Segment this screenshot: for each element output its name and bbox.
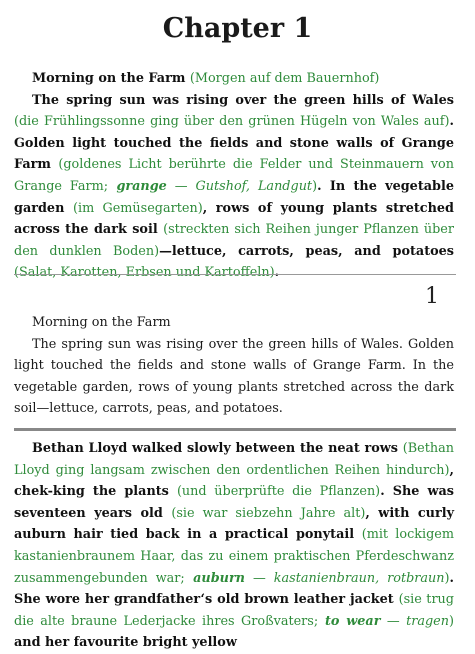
sentence: , rows of young plants stretched across the dark soil	[14, 200, 454, 238]
vocab-note	[325, 614, 449, 629]
vocab-definition: — Gutshof, Landgut	[174, 178, 313, 194]
sentence: . Golden light touched the fields and stone walls of Grange Farm	[14, 114, 454, 173]
vocab-note	[116, 179, 312, 194]
vocab-word: auburn	[193, 570, 245, 586]
gloss: (und überprüfte die Pflanzen)	[176, 484, 381, 500]
sentence: and her favourite bright yellow	[14, 635, 237, 651]
sentence: . She wore her grandfather‘s old brown leather jacket	[14, 570, 454, 608]
vocab-word: grange	[116, 178, 167, 194]
vocab-definition: — tragen	[386, 613, 449, 629]
paragraph-bilingual-2	[14, 438, 454, 654]
gloss: (mit lockigem kastanienbraunem Haar, das zu einem praktischen Pferdeschwanz zusammengebunden war;	[14, 527, 454, 586]
sentence: . In the vegetable garden	[14, 178, 454, 216]
sentence: , with curly auburn hair tied back in a practical ponytail	[14, 505, 454, 543]
paragraph-plain: The spring sun was rising over the green hills of Wales. Golden light touched the fields and stone walls of Grange Farm. In the vegetable garden, rows of young plants stretched across the dark soil—lettuce, carrots, peas, and potatoes.	[14, 336, 454, 417]
gloss: (sie war siebzehn Jahre alt)	[171, 505, 366, 521]
bilingual-section-2	[14, 438, 454, 654]
sentence: . She was seventeen years old	[14, 484, 454, 521]
gloss: )	[444, 570, 450, 586]
gloss: (Bethan Lloyd ging langsam zwischen den ordentlichen Reihen hindurch)	[14, 441, 454, 478]
gloss: (goldenes Licht berührte die Felder und Steinmauern von Grange Farm;	[14, 157, 454, 194]
sentence: , chek-king the plants	[14, 462, 454, 500]
section-heading-bilingual	[14, 68, 454, 90]
vocab-word: to wear	[325, 613, 381, 629]
vocab-note	[193, 571, 444, 586]
gloss: (sie trug die alte braune Lederjacke ihres Großvaters;	[14, 592, 454, 629]
gloss: )	[312, 178, 318, 194]
sentence: .	[274, 265, 280, 281]
heading-text: Morning on the Farm	[32, 71, 186, 86]
sentence: —lettuce, carrots, peas, and potatoes	[159, 243, 455, 259]
sentence: Bethan Lloyd walked slowly between the neat rows	[32, 441, 398, 456]
gloss: )	[449, 613, 454, 629]
gloss: (die Frühlingssonne ging über den grünen Hügeln von Wales auf)	[14, 114, 450, 130]
divider-thick	[14, 428, 456, 431]
divider	[14, 274, 456, 275]
plain-section	[14, 312, 454, 420]
chapter-title: Chapter 1	[162, 13, 313, 44]
gloss: (streckten sich Reihen junger Pflanzen über den dunklen Boden)	[14, 222, 454, 259]
section-heading-plain: Morning on the Farm	[32, 315, 171, 330]
gloss: (Salat, Karotten, Erbsen und Kartoffeln)	[14, 265, 275, 281]
gloss: (im Gemüsegarten)	[73, 200, 203, 216]
vocab-definition: — kastanienbraun, rotbraun	[253, 570, 445, 586]
bilingual-section-1	[14, 68, 454, 284]
page-number: 1	[425, 284, 439, 309]
paragraph-bilingual-1	[14, 90, 454, 284]
sentence: The spring sun was rising over the green hills of Wales	[32, 92, 454, 108]
heading-gloss: (Morgen auf dem Bauernhof)	[189, 71, 380, 86]
